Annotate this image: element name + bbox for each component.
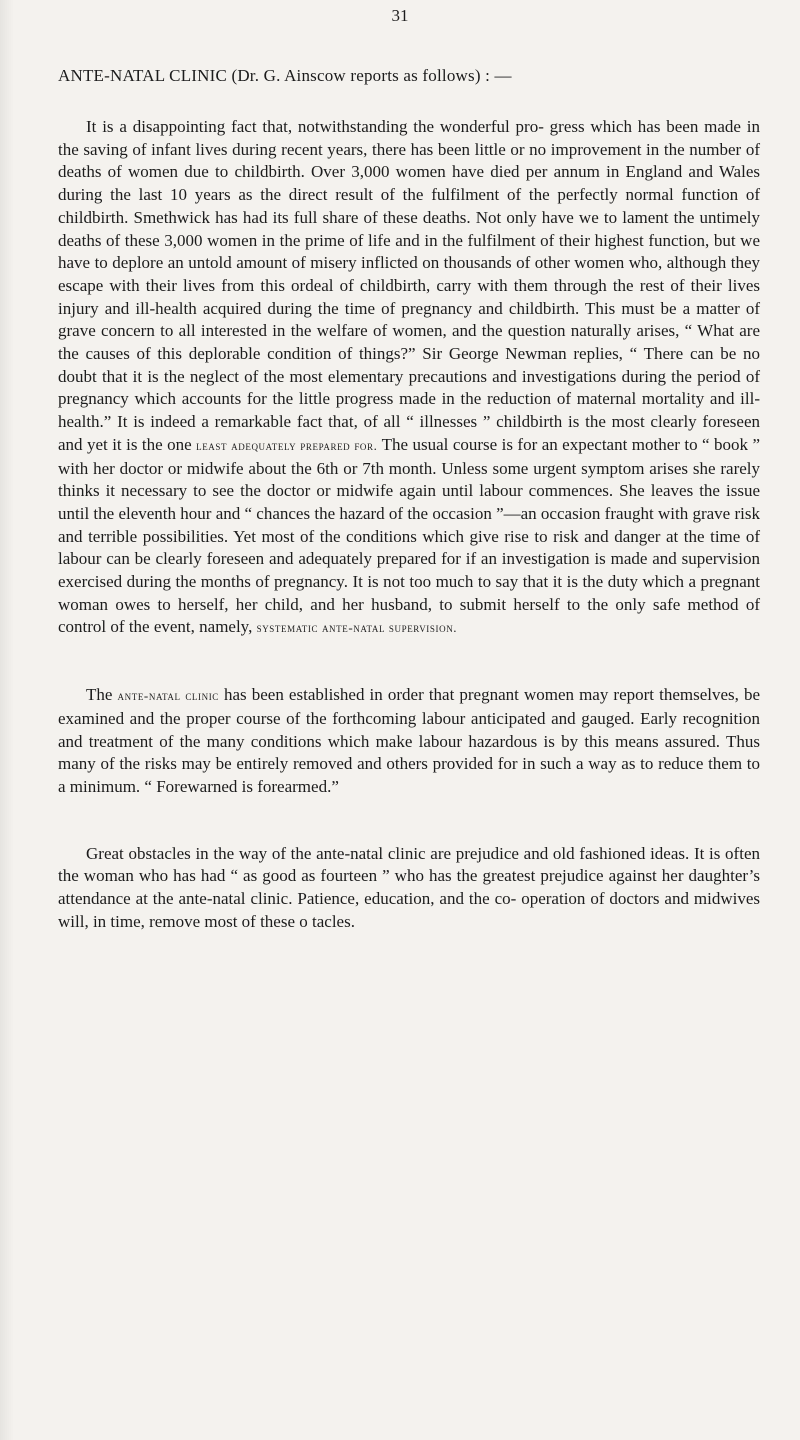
paragraph-3-text: Great obstacles in the way of the ante-natal clinic are prejudice and old fashioned ideas. It is often the woman who has had “ as good as fourteen ” who has the greatest prejudice against her daughter’s attendance at the ante-natal clinic. Patience, education, and the co- operation of doctors and midwives will, in time, remove most of these o tacles. <box>58 843 760 931</box>
page-edge-shadow <box>0 0 14 1440</box>
paragraph-1-text-b: The usual course is for an expectant mother to “ book ” with her doctor or midwife about the 6th or 7th month. Unless some urgent symptom arises she rarely thinks it necessary to see the doctor or midwife again until labour commences. She leaves the issue until the eleventh hour and “ chances the hazard of the occasion ”—an occasion fraught with grave risk and terrible possibilities. Yet most of the conditions which give rise to risk and danger at the time of labour can be clearly foreseen and adequately prepared for if an investigation is made and supervision exercised during the months of pregnancy. It is not too much to say that it is the duty which a pregnant woman owes to herself, her child, and her husband, to submit herself to the only safe method of control of the event, namely, <box>58 434 761 637</box>
page-number: 31 <box>391 6 409 25</box>
paragraph-1-text-a: It is a disappointing fact that, notwithstanding the wonderful pro- gress which has been made in the saving of infant lives during recent years, there has been little or no improvement in the number of deaths of women due to childbirth. Over 3,000 women have died per annum in England and Wales during the last 10 years as the direct result of the fulfilment of the perfectly normal function of childbirth. Smethwick has had its full share of these deaths. Not only have we to lament the untimely deaths of these 3,000 women in the prime of life and in the fulfilment of their highest function, but we have to deplore an untold amount of misery inflicted on thousands of other women who, although they escape with their lives from this ordeal of childbirth, carry with them through the rest of their lives injury and ill-health acquired during the time of pregnancy and childbirth. This must be a matter of grave concern to all interested in the welfare of women, and the question naturally arises, “ What are the causes of this deplorable condition of things?” Sir George Newman replies, “ There can be no doubt that it is the neglect of the most elementary precautions and investigations during the period of pregnancy which accounts for the little progress made in the reduction of maternal mortality and ill-health.” It is indeed a remarkable fact that, of all “ illnesses ” childbirth is the most clearly foreseen and yet it is the one <box>58 117 760 454</box>
paragraph-1 <box>58 116 760 640</box>
paragraph-2 <box>58 684 760 799</box>
paragraph-2-lead: The <box>86 685 113 705</box>
emphasis-least-adequately-prepared: least adequately prepared for. <box>196 437 378 453</box>
report-body <box>58 116 760 978</box>
emphasis-systematic-supervision: systematic ante-natal supervision. <box>256 620 458 636</box>
paragraph-3 <box>58 843 760 934</box>
paragraph-2-text: has been established in order that pregnant women may report themselves, be examined and the proper course of the forthcoming labour anticipated and gauged. Early recognition and treatment of the many conditions which make labour hazardous is by this means assured. Thus many of the risks may be entirely removed and others provided for in such a way as to reduce them to a minimum. “ Forewarned is forearmed.” <box>58 685 761 796</box>
emphasis-ante-natal-clinic: ante-natal clinic <box>117 688 219 704</box>
section-heading: ANTE-NATAL CLINIC (Dr. G. Ainscow reports as follows) : — <box>58 66 512 85</box>
